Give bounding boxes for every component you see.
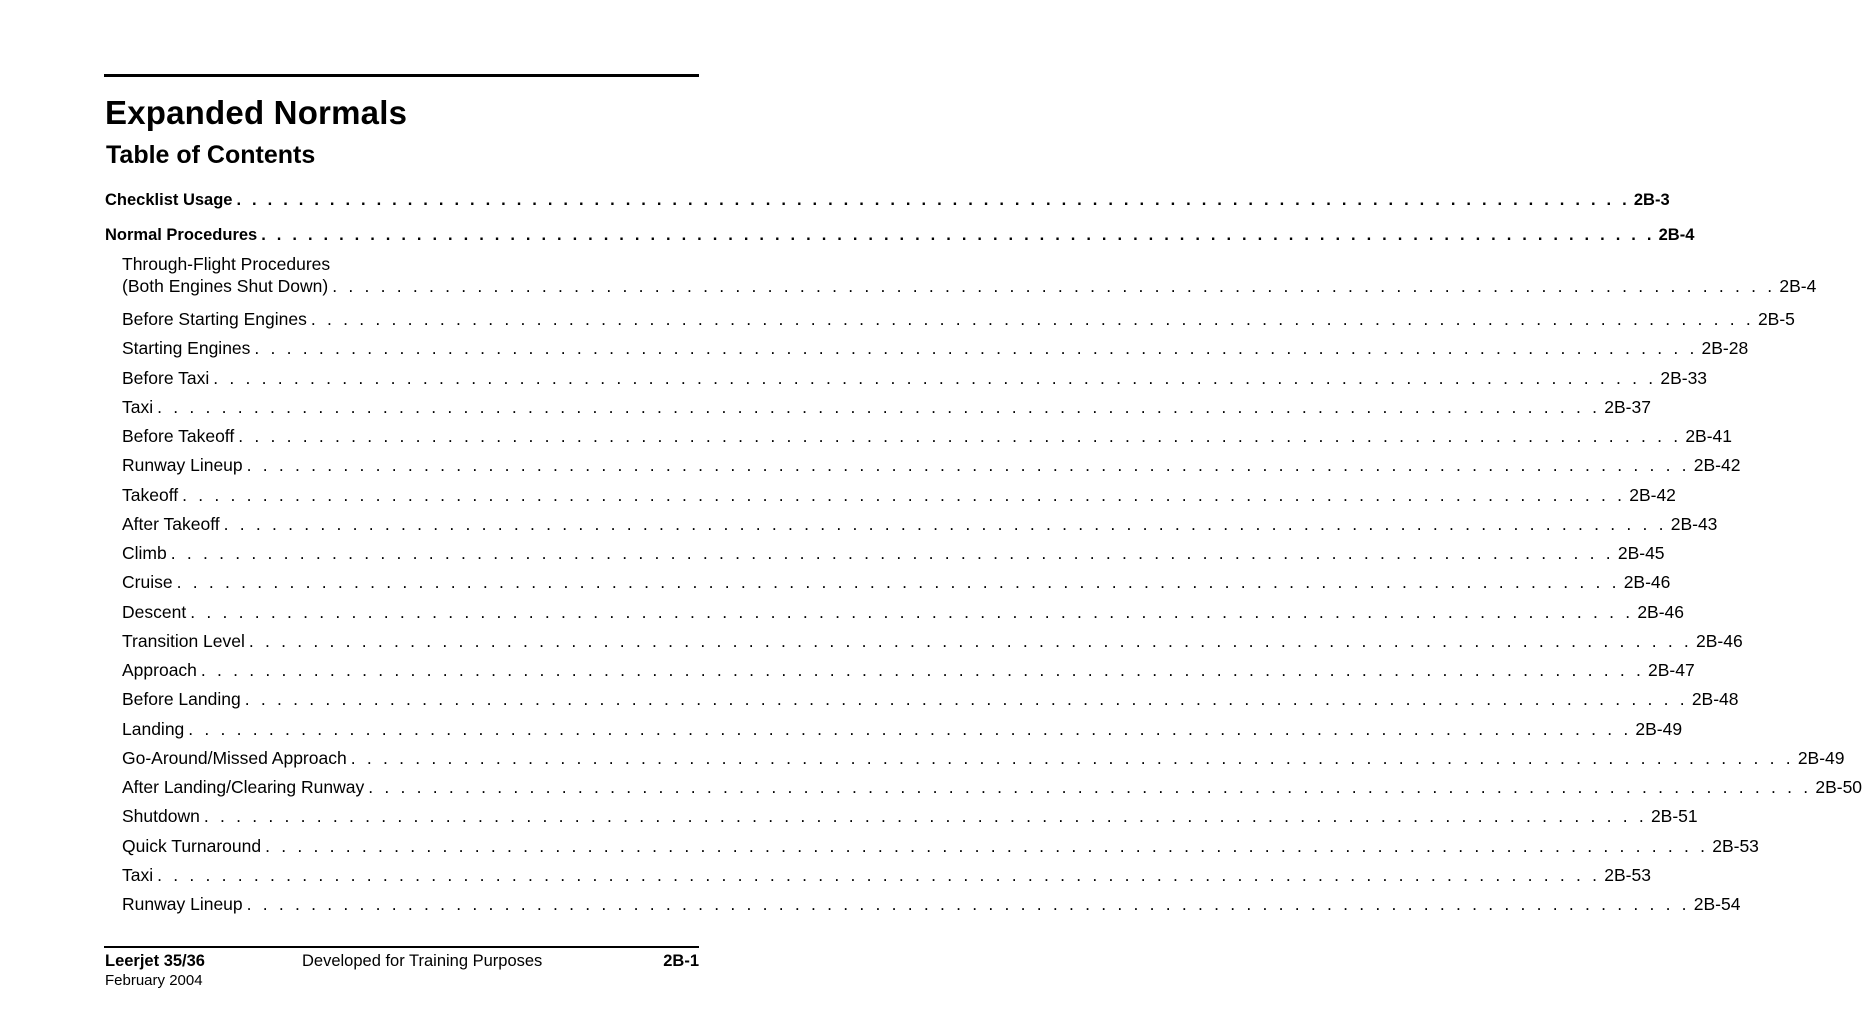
toc-entry-page: 2B-3 — [1633, 191, 1670, 209]
footer-aircraft: Leerjet 35/36 — [105, 952, 205, 970]
toc-entry-page: 2B-53 — [1604, 865, 1651, 885]
toc-entry-page: 2B-48 — [1691, 689, 1739, 709]
document-title: Expanded Normals — [105, 94, 408, 131]
toc-entry-label: Cruise — [122, 572, 173, 592]
toc-entry[interactable] — [122, 660, 1695, 680]
toc-entry-label: Before Landing — [122, 689, 241, 709]
dot-leader: . . . . . . . . . . . . . . . . . . . . . . . . . . . . . . . . . . . . . . . . . . . . . . . . . . . . . . . . . . . . . . . . . . . . . . . . . . . . . . . . . . . . . . . . . . — [246, 894, 1690, 914]
toc-entry[interactable] — [122, 806, 1698, 826]
toc-entry-page: 2B-43 — [1670, 514, 1718, 534]
toc-entry[interactable] — [122, 455, 1741, 475]
toc-entry-page: 2B-53 — [1712, 836, 1759, 856]
dot-leader: . . . . . . . . . . . . . . . . . . . . . . . . . . . . . . . . . . . . . . . . . . . . . . . . . . . . . . . . . . . . . . . . . . . . . . . . . . . . . . . . . . . . . . . . . . — [368, 777, 1812, 797]
toc-entry-page: 2B-28 — [1701, 338, 1749, 358]
toc-entry[interactable] — [122, 485, 1676, 505]
footer-page-number: 2B-1 — [663, 952, 699, 970]
dot-leader: . . . . . . . . . . . . . . . . . . . . . . . . . . . . . . . . . . . . . . . . . . . . . . . . . . . . . . . . . . . . . . . . . . . . . . . . . . . . . . . . . . . . . . . . . . — [310, 309, 1754, 329]
toc-entry-label: Taxi — [122, 397, 154, 417]
toc-entry[interactable] — [122, 719, 1683, 739]
toc-entry-label: Transition Level — [122, 631, 245, 651]
toc-entry[interactable] — [122, 777, 1862, 797]
toc-entry-section[interactable] — [105, 225, 1695, 245]
toc-entry[interactable] — [122, 748, 1845, 768]
dot-leader: . . . . . . . . . . . . . . . . . . . . . . . . . . . . . . . . . . . . . . . . . . . . . . . . . . . . . . . . . . . . . . . . . . . . . . . . . . . . . . . . . . . . . . . . . . — [223, 514, 1667, 534]
toc-entry-label: Checklist Usage — [105, 191, 233, 209]
toc-entry-page: 2B-5 — [1757, 309, 1795, 329]
dot-leader: . . . . . . . . . . . . . . . . . . . . . . . . . . . . . . . . . . . . . . . . . . . . . . . . . . . . . . . . . . . . . . . . . . . . . . . . . . . . . . . . . . . . . . . . . . — [246, 455, 1690, 475]
dot-leader: . . . . . . . . . . . . . . . . . . . . . . . . . . . . . . . . . . . . . . . . . . . . . . . . . . . . . . . . . . . . . . . . . . . . . . . . . . . . . . . . . . . . . . . . . . — [203, 806, 1647, 826]
toc-entry[interactable] — [122, 836, 1759, 856]
toc-entry[interactable] — [122, 276, 1817, 296]
toc-entry-label: Before Taxi — [122, 368, 210, 388]
toc-entry-page: 2B-4 — [1779, 276, 1817, 296]
dot-leader: . . . . . . . . . . . . . . . . . . . . . . . . . . . . . . . . . . . . . . . . . . . . . . . . . . . . . . . . . . . . . . . . . . . . . . . . . . . . . . . . . . . . . . . . . . — [350, 748, 1794, 768]
toc-entry-page: 2B-41 — [1685, 426, 1733, 446]
toc-entry-page: 2B-50 — [1815, 777, 1862, 797]
toc-entry-label: Climb — [122, 543, 167, 563]
toc-entry-label: Runway Lineup — [122, 455, 243, 475]
toc-entry-page: 2B-33 — [1660, 368, 1708, 388]
dot-leader: . . . . . . . . . . . . . . . . . . . . . . . . . . . . . . . . . . . . . . . . . . . . . . . . . . . . . . . . . . . . . . . . . . . . . . . . . . . . . . . . . . . . . . . . . . — [157, 865, 1601, 885]
dot-leader: . . . . . . . . . . . . . . . . . . . . . . . . . . . . . . . . . . . . . . . . . . . . . . . . . . . . . . . . . . . . . . . . . . . . . . . . . . . . . . . . . . . . . . . . . . — [190, 602, 1634, 622]
toc-entry[interactable] — [122, 368, 1708, 388]
toc-entry-label: (Both Engines Shut Down) — [122, 276, 329, 296]
toc-entry[interactable] — [122, 338, 1749, 358]
dot-leader: . . . . . . . . . . . . . . . . . . . . . . . . . . . . . . . . . . . . . . . . . . . . . . . . . . . . . . . . . . . . . . . . . . . . . . . . . . . . . . . . . . . . . . . . . . — [188, 719, 1632, 739]
dot-leader: . . . . . . . . . . . . . . . . . . . . . . . . . . . . . . . . . . . . . . . . . . . . . . . . . . . . . . . . . . . . . . . . . . . . . . . . . . . . . . . . . . . . . . . . . . — [182, 485, 1626, 505]
toc-entry-label: Before Takeoff — [122, 426, 235, 446]
toc-entry-page: 2B-37 — [1604, 397, 1651, 417]
top-rule — [104, 74, 699, 77]
toc-entry-label: Approach — [122, 660, 197, 680]
toc-entry-label: Runway Lineup — [122, 894, 243, 914]
toc-entry[interactable] — [122, 572, 1671, 592]
toc-entry-page: 2B-47 — [1648, 660, 1695, 680]
dot-leader: . . . . . . . . . . . . . . . . . . . . . . . . . . . . . . . . . . . . . . . . . . . . . . . . . . . . . . . . . . . . . . . . . . . . . . . . . . . . . . . . . . . . . . . . . . — [213, 368, 1657, 388]
dot-leader: . . . . . . . . . . . . . . . . . . . . . . . . . . . . . . . . . . . . . . . . . . . . . . . . . . . . . . . . . . . . . . . . . . . . . . . . . . . . . . . . . . . . . . . . . . — [170, 543, 1614, 563]
toc-entry[interactable] — [122, 514, 1718, 534]
toc-entry-section[interactable] — [105, 190, 1670, 210]
toc-entry-page: 2B-51 — [1650, 806, 1698, 826]
toc-entry[interactable] — [122, 309, 1795, 329]
toc-entry-page: 2B-46 — [1696, 631, 1743, 651]
toc-entry[interactable] — [122, 602, 1685, 622]
dot-leader: . . . . . . . . . . . . . . . . . . . . . . . . . . . . . . . . . . . . . . . . . . . . . . . . . . . . . . . . . . . . . . . . . . . . . . . . . . . . . . . . . . . . . . . . . . — [265, 836, 1709, 856]
toc-entry-page: 2B-49 — [1635, 719, 1683, 739]
toc-entry-page: 2B-4 — [1658, 226, 1695, 244]
toc-entry[interactable] — [122, 865, 1651, 885]
dot-leader: . . . . . . . . . . . . . . . . . . . . . . . . . . . . . . . . . . . . . . . . . . . . . . . . . . . . . . . . . . . . . . . . . . . . . . . . . . . . . . . . . . . . . . . . . . — [332, 276, 1776, 296]
toc-entry-label: After Takeoff — [122, 514, 220, 534]
dot-leader: . . . . . . . . . . . . . . . . . . . . . . . . . . . . . . . . . . . . . . . . . . . . . . . . . . . . . . . . . . . . . . . . . . . . . . . . . . . . . . . . . . . . . . . . . . — [236, 191, 1630, 209]
toc-entry-page: 2B-54 — [1693, 894, 1741, 914]
toc-entry-label: Taxi — [122, 865, 154, 885]
bottom-rule — [104, 946, 699, 948]
toc-entry-page: 2B-49 — [1797, 748, 1845, 768]
dot-leader: . . . . . . . . . . . . . . . . . . . . . . . . . . . . . . . . . . . . . . . . . . . . . . . . . . . . . . . . . . . . . . . . . . . . . . . . . . . . . . . . . . . . . . . . . . — [248, 631, 1692, 651]
toc-entry-page: 2B-45 — [1617, 543, 1665, 563]
dot-leader: . . . . . . . . . . . . . . . . . . . . . . . . . . . . . . . . . . . . . . . . . . . . . . . . . . . . . . . . . . . . . . . . . . . . . . . . . . . . . . . . . . . . . . . . . . — [176, 572, 1620, 592]
dot-leader: . . . . . . . . . . . . . . . . . . . . . . . . . . . . . . . . . . . . . . . . . . . . . . . . . . . . . . . . . . . . . . . . . . . . . . . . . . . . . . . . . . . . . . . . . . — [254, 338, 1698, 358]
toc-entry[interactable] — [122, 689, 1739, 709]
toc-entry[interactable] — [122, 543, 1665, 563]
toc-entry-label: After Landing/Clearing Runway — [122, 777, 365, 797]
toc-entry-label: Descent — [122, 602, 187, 622]
toc-entry[interactable] — [122, 631, 1743, 651]
document-subtitle: Table of Contents — [106, 141, 316, 169]
toc-entry[interactable] — [122, 397, 1651, 417]
toc-entry-label: Starting Engines — [122, 338, 251, 358]
toc-entry-label: Go-Around/Missed Approach — [122, 748, 347, 768]
dot-leader: . . . . . . . . . . . . . . . . . . . . . . . . . . . . . . . . . . . . . . . . . . . . . . . . . . . . . . . . . . . . . . . . . . . . . . . . . . . . . . . . . . . . . . . . . . — [200, 660, 1645, 680]
toc-entry-label: Normal Procedures — [105, 226, 258, 244]
dot-leader: . . . . . . . . . . . . . . . . . . . . . . . . . . . . . . . . . . . . . . . . . . . . . . . . . . . . . . . . . . . . . . . . . . . . . . . . . . . . . . . . . . . . . . . . . . — [238, 426, 1682, 446]
toc-entry-label: Through-Flight Procedures — [122, 254, 331, 274]
toc-entry-label: Shutdown — [122, 806, 200, 826]
toc-entry-page: 2B-42 — [1629, 485, 1676, 505]
toc-entry-label: Quick Turnaround — [122, 836, 262, 856]
toc-entry-page: 2B-46 — [1637, 602, 1685, 622]
toc-entry-label: Landing — [122, 719, 185, 739]
dot-leader: . . . . . . . . . . . . . . . . . . . . . . . . . . . . . . . . . . . . . . . . . . . . . . . . . . . . . . . . . . . . . . . . . . . . . . . . . . . . . . . . . . . . . . . . . . — [244, 689, 1688, 709]
toc-entry-label: Before Starting Engines — [122, 309, 307, 329]
footer-date: February 2004 — [105, 972, 203, 989]
toc-entry-label: Takeoff — [122, 485, 179, 505]
toc-entry-page: 2B-46 — [1623, 572, 1671, 592]
dot-leader: . . . . . . . . . . . . . . . . . . . . . . . . . . . . . . . . . . . . . . . . . . . . . . . . . . . . . . . . . . . . . . . . . . . . . . . . . . . . . . . . . . . . . . . . . . — [157, 397, 1601, 417]
toc-entry-page: 2B-42 — [1693, 455, 1741, 475]
dot-leader: . . . . . . . . . . . . . . . . . . . . . . . . . . . . . . . . . . . . . . . . . . . . . . . . . . . . . . . . . . . . . . . . . . . . . . . . . . . . . . . . . . . . . . . . . . — [261, 226, 1655, 244]
toc-entry[interactable] — [122, 894, 1741, 914]
toc-entry[interactable] — [122, 426, 1733, 446]
footer-note: Developed for Training Purposes — [302, 952, 543, 970]
